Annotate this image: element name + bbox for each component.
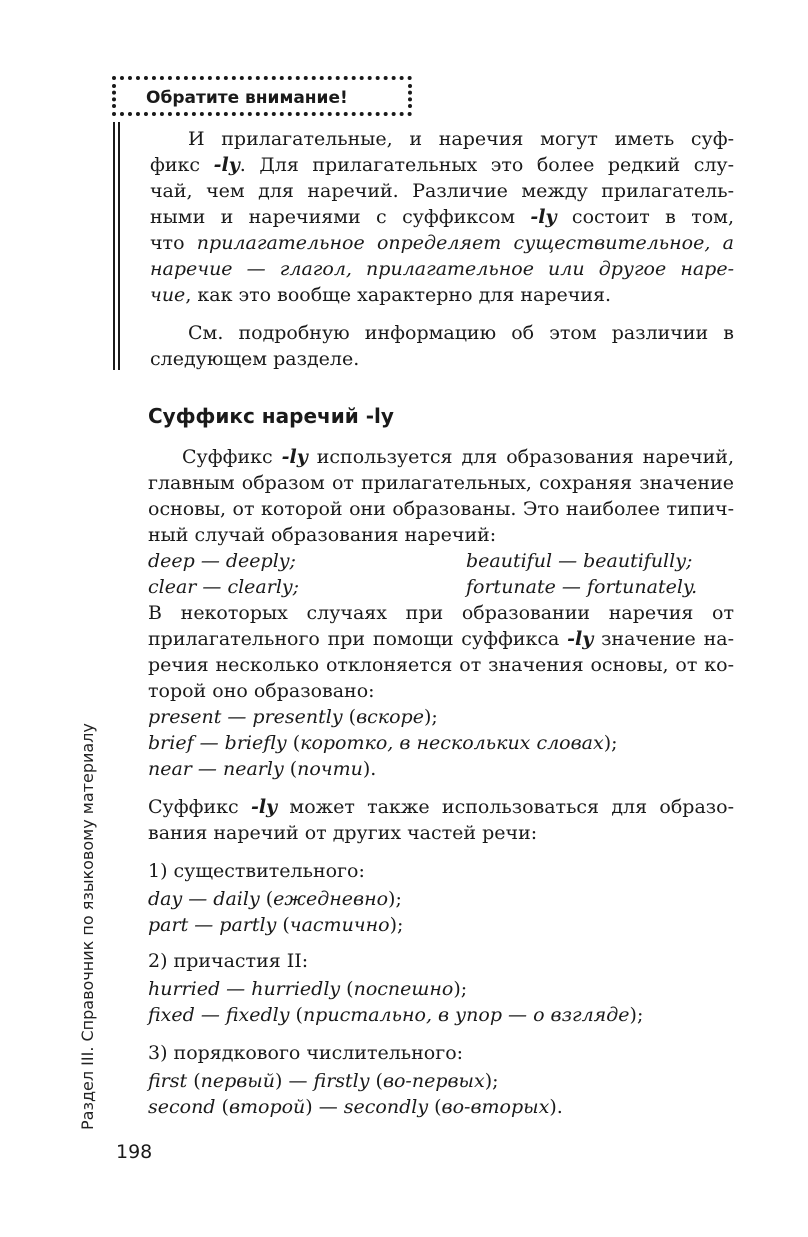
translation: пристально, в упор — о взгляде: [302, 1004, 630, 1026]
text-line: [150, 256, 734, 282]
example-word: second: [148, 1096, 216, 1118]
example-right: beautiful — beautifully;: [466, 550, 693, 572]
group-heading: 3) порядкового числительного:: [148, 1042, 464, 1064]
text-line: торой оно образовано:: [148, 680, 375, 702]
text-span: ными и наречиями с суффиксом: [150, 206, 531, 228]
text-span: состоит в том,: [556, 206, 734, 228]
text-span: Суффикс: [182, 446, 282, 468]
text-line: главным образом от прилагательных, сохраняя значение: [148, 472, 734, 494]
example-pair: near — nearly: [148, 758, 284, 780]
suffix-term: -ly: [281, 446, 308, 468]
section-heading: Суффикс наречий -ly: [148, 404, 394, 428]
text-span: прилагательного при помощи суффикса: [148, 628, 568, 650]
text-line: следующем разделе.: [150, 348, 360, 370]
example-pair: hurried — hurriedly: [148, 978, 341, 1000]
emphasis: прилагательное определяет существительное, а: [196, 232, 734, 254]
suffix-term: -ly: [250, 796, 278, 818]
group-heading: 2) причастия II:: [148, 950, 309, 972]
text-line: [150, 230, 734, 256]
punct: ;: [460, 978, 468, 1000]
punct: .: [370, 758, 377, 780]
punct: ;: [492, 1070, 499, 1092]
note-box-bottom-border: [112, 112, 412, 116]
suffix-term: -ly: [213, 154, 240, 176]
note-bar-right: [118, 122, 120, 370]
example-item: fixed — fixedly (пристально, в упор — о взгляде);: [148, 1004, 644, 1026]
text-span: , как это вообще характерно для наречия.: [185, 284, 612, 306]
example-item: second (второй) — secondly (во-вторых).: [148, 1096, 563, 1118]
example-word: first: [148, 1070, 188, 1092]
text-line: [182, 444, 734, 470]
translation: первый: [200, 1070, 276, 1092]
note-box-right-border: [408, 84, 412, 108]
example-left: deep — deeply;: [148, 550, 296, 572]
page-number: 198: [116, 1141, 153, 1163]
translation: поспешно: [353, 978, 454, 1000]
suffix-term: -ly: [530, 206, 557, 228]
text-line: речия несколько отклоняется от значения основы, от ко-: [148, 654, 734, 676]
example-word: secondly: [343, 1096, 429, 1118]
note-bar-left: [113, 122, 115, 370]
example-pair: brief — briefly: [148, 732, 287, 754]
punct: ;: [636, 1004, 644, 1026]
text-line: основы, от которой они образованы. Это наиболее типич-: [148, 498, 734, 520]
example-left: clear — clearly;: [148, 576, 300, 598]
text-span: используется для образования наречий,: [307, 446, 734, 468]
example-item: brief — briefly (коротко, в нескольких словах);: [148, 732, 618, 754]
text-line: В некоторых случаях при образовании наречия от: [148, 602, 734, 624]
text-line: См. подробную информацию об этом различии в: [188, 322, 734, 344]
example-word: firstly: [313, 1070, 370, 1092]
punct: .: [556, 1096, 563, 1118]
punct: ;: [611, 732, 618, 754]
suffix-term: -ly: [567, 628, 594, 650]
example-pair: day — daily: [148, 888, 260, 910]
text-span: фикс: [150, 154, 214, 176]
translation: вскоре: [356, 706, 424, 728]
translation: ежедневно: [273, 888, 389, 910]
example-pair: fixed — fixedly: [148, 1004, 290, 1026]
text-line: [150, 282, 611, 308]
text-line: [150, 152, 734, 178]
text-span: значение на-: [593, 628, 734, 650]
text-span: что: [150, 232, 197, 254]
translation: второй: [228, 1096, 306, 1118]
text-line: [150, 178, 734, 204]
emphasis: чие: [150, 284, 186, 306]
text-span: . Для прилагательных это более редкий слу-: [239, 154, 735, 176]
translation: во-вторых: [441, 1096, 550, 1118]
note-box-top-border: [112, 76, 412, 80]
example-pair: present — presently: [148, 706, 343, 728]
translation: во-первых: [382, 1070, 485, 1092]
punct: ;: [397, 914, 404, 936]
translation: частично: [289, 914, 390, 936]
example-item: near — nearly (почти).: [148, 758, 377, 780]
punct: ;: [431, 706, 438, 728]
text-line: [150, 204, 734, 230]
punct: ;: [395, 888, 402, 910]
text-line: [148, 794, 734, 820]
text-line: ный случай образования наречий:: [148, 524, 497, 546]
example-right: fortunate — fortunately.: [466, 576, 698, 598]
text-span: может также использоваться для образо-: [277, 796, 734, 818]
example-item: hurried — hurriedly (поспешно);: [148, 978, 468, 1000]
group-heading: 1) существительного:: [148, 860, 365, 882]
note-title: Обратите внимание!: [146, 88, 348, 108]
text-line: вания наречий от других частей речи:: [148, 822, 538, 844]
example-item: first (первый) — firstly (во-первых);: [148, 1070, 499, 1092]
text-span: И прилагательные, и наречия могут иметь суф-: [188, 128, 734, 150]
note-box-left-border: [112, 84, 116, 108]
example-pair: part — partly: [148, 914, 277, 936]
translation: коротко, в нескольких словах: [300, 732, 604, 754]
example-item: present — presently (вскоре);: [148, 706, 438, 728]
text-line: [188, 126, 734, 152]
text-line: [148, 626, 734, 652]
text-span: Суффикс: [148, 796, 251, 818]
translation: почти: [297, 758, 363, 780]
text-span: чай, чем для наречий. Различие между прилагатель-: [150, 180, 734, 202]
example-item: part — partly (частично);: [148, 914, 404, 936]
emphasis: наречие — глагол, прилагательное или другое наре-: [150, 258, 734, 280]
side-running-header: Раздел III. Справочник по языковому материалу: [78, 723, 97, 1130]
example-item: day — daily (ежедневно);: [148, 888, 402, 910]
